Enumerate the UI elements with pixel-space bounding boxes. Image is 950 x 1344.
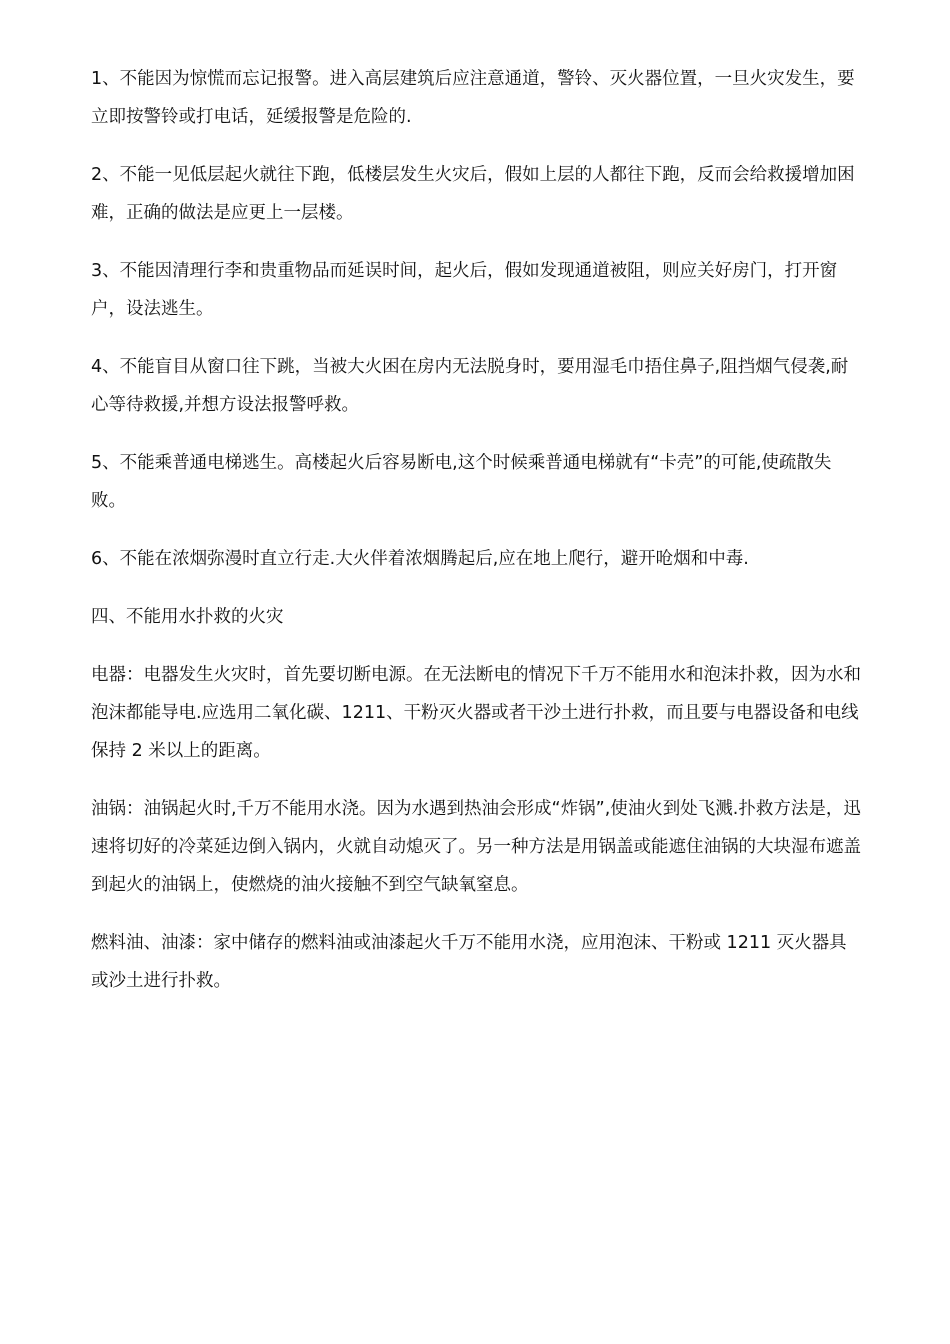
- paragraph-tip-5: 5、不能乘普通电梯逃生。高楼起火后容易断电,这个时候乘普通电梯就有“卡壳”的可能,使疏散失败。: [91, 453, 832, 511]
- paragraph-electrical: 电器：电器发生火灾时，首先要切断电源。在无法断电的情况下千万不能用水和泡沫扑救，因为水和泡沫都能导电.应选用二氧化碳、1211、干粉灭火器或者干沙土进行扑救，而且要与电器设备和电线保持 2 米以上的距离。: [91, 665, 861, 761]
- section-heading: 四、不能用水扑救的火灾: [91, 607, 284, 627]
- paragraph-tip-1: 1、不能因为惊慌而忘记报警。进入高层建筑后应注意通道，警铃、灭火器位置，一旦火灾发生，要立即按警铃或打电话，延缓报警是危险的.: [91, 69, 855, 127]
- paragraph-fuel-paint: 燃料油、油漆：家中储存的燃料油或油漆起火千万不能用水浇，应用泡沫、干粉或 1211 灭火器具或沙土进行扑救。: [91, 933, 847, 991]
- paragraph-oil-pan: 油锅：油锅起火时,千万不能用水浇。因为水遇到热油会形成“炸锅”,使油火到处飞溅.扑救方法是，迅速将切好的冷菜延边倒入锅内，火就自动熄灭了。另一种方法是用锅盖或能遮住油锅的大块湿布遮盖到起火的油锅上，使燃烧的油火接触不到空气缺氧窒息。: [91, 799, 861, 895]
- paragraph-tip-6: 6、不能在浓烟弥漫时直立行走.大火伴着浓烟腾起后,应在地上爬行，避开呛烟和中毒.: [91, 549, 749, 569]
- paragraph-tip-3: 3、不能因清理行李和贵重物品而延误时间，起火后，假如发现通道被阻，则应关好房门，打开窗户，设法逃生。: [91, 261, 838, 319]
- paragraph-tip-2: 2、不能一见低层起火就往下跑，低楼层发生火灾后，假如上层的人都往下跑，反而会给救援增加困难，正确的做法是应更上一层楼。: [91, 165, 855, 223]
- paragraph-tip-4: 4、不能盲目从窗口往下跳，当被大火困在房内无法脱身时，要用湿毛巾捂住鼻子,阻挡烟气侵袭,耐心等待救援,并想方设法报警呼救。: [91, 357, 849, 415]
- document-body: [91, 60, 861, 1020]
